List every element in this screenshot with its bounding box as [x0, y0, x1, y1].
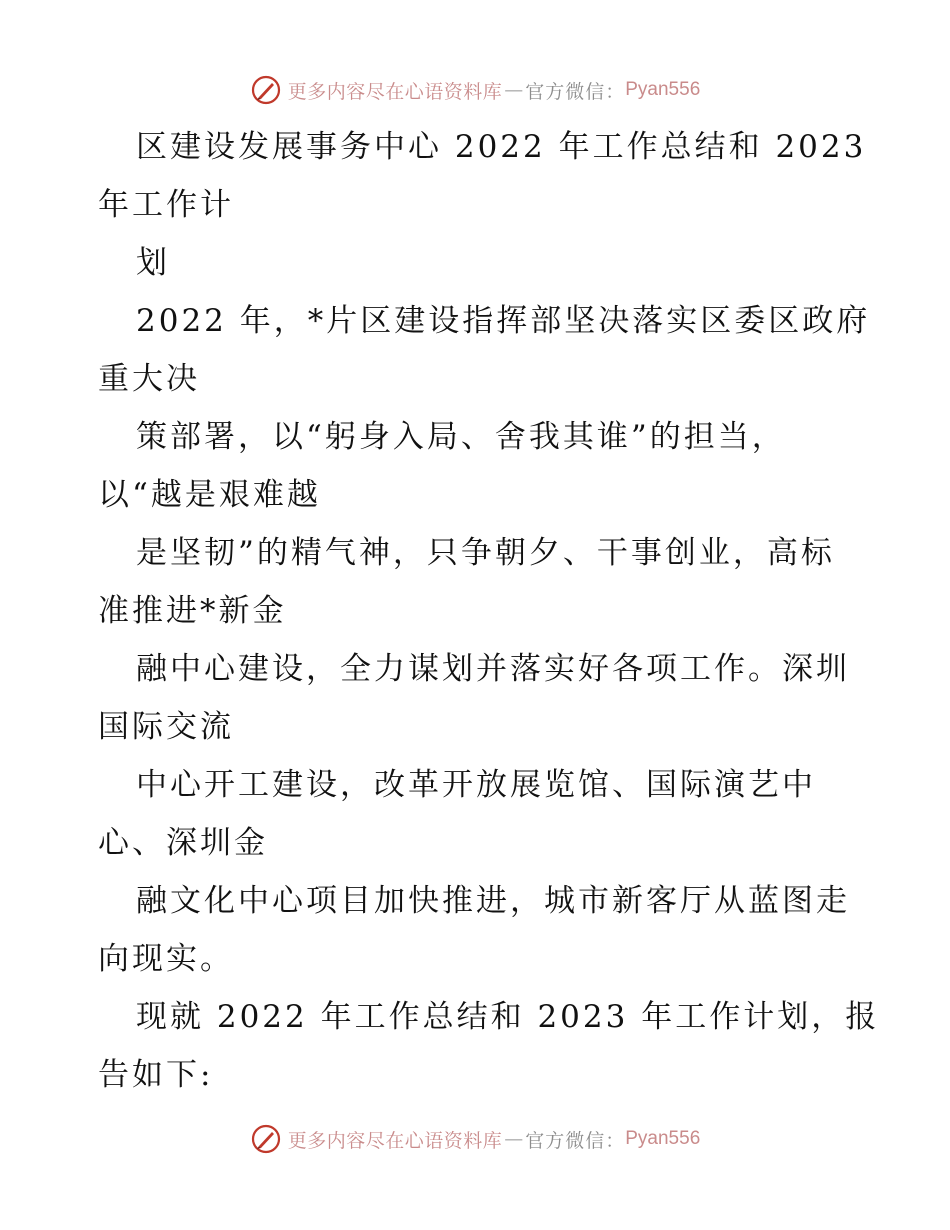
watermark-wechat-label: 官方微信：: [525, 1129, 626, 1152]
document-line: 融文化中心项目加快推进，城市新客厅从蓝图走: [136, 883, 850, 919]
watermark-header: [0, 70, 950, 110]
document-line: 划: [136, 245, 170, 281]
document-line: 现就 2022 年工作总结和 2023 年工作计划，报: [136, 999, 880, 1035]
quill-logo-icon: [250, 1123, 282, 1155]
document-body: [98, 118, 880, 1104]
watermark-dash: —: [504, 79, 524, 101]
document-line: 以“越是艰难越: [98, 477, 321, 513]
watermark-wechat-id: Pyan556: [625, 1128, 701, 1149]
quill-logo-icon: [250, 74, 282, 106]
watermark-main-text: 更多内容尽在心语资料库: [287, 1129, 503, 1152]
document-line: 向现实。: [98, 941, 234, 977]
document-line: 中心开工建设，改革开放展览馆、国际演艺中: [136, 767, 816, 803]
watermark-dash: —: [504, 1128, 524, 1150]
watermark-main-text: 更多内容尽在心语资料库: [287, 80, 503, 103]
document-line: 策部署，以“躬身入局、舍我其谁”的担当，: [136, 419, 786, 455]
document-line: 是坚韧”的精气神，只争朝夕、干事创业，高标: [136, 535, 835, 571]
watermark-wechat-label: 官方微信：: [525, 80, 626, 103]
document-line: 重大决: [98, 361, 200, 397]
document-line: 年工作计: [98, 187, 234, 223]
document-line: 准推进*新金: [98, 593, 287, 629]
document-line: 2022 年，*片区建设指挥部坚决落实区委区政府: [136, 303, 871, 339]
document-line: 区建设发展事务中心 2022 年工作总结和 2023: [136, 129, 867, 165]
document-line: 融中心建设，全力谋划并落实好各项工作。深圳: [136, 651, 850, 687]
document-line: 告如下:: [98, 1057, 214, 1093]
watermark-wechat-id: Pyan556: [625, 79, 701, 100]
document-line: 国际交流: [98, 709, 234, 745]
watermark-footer: [0, 1119, 950, 1159]
document-line: 心、深圳金: [98, 825, 268, 861]
